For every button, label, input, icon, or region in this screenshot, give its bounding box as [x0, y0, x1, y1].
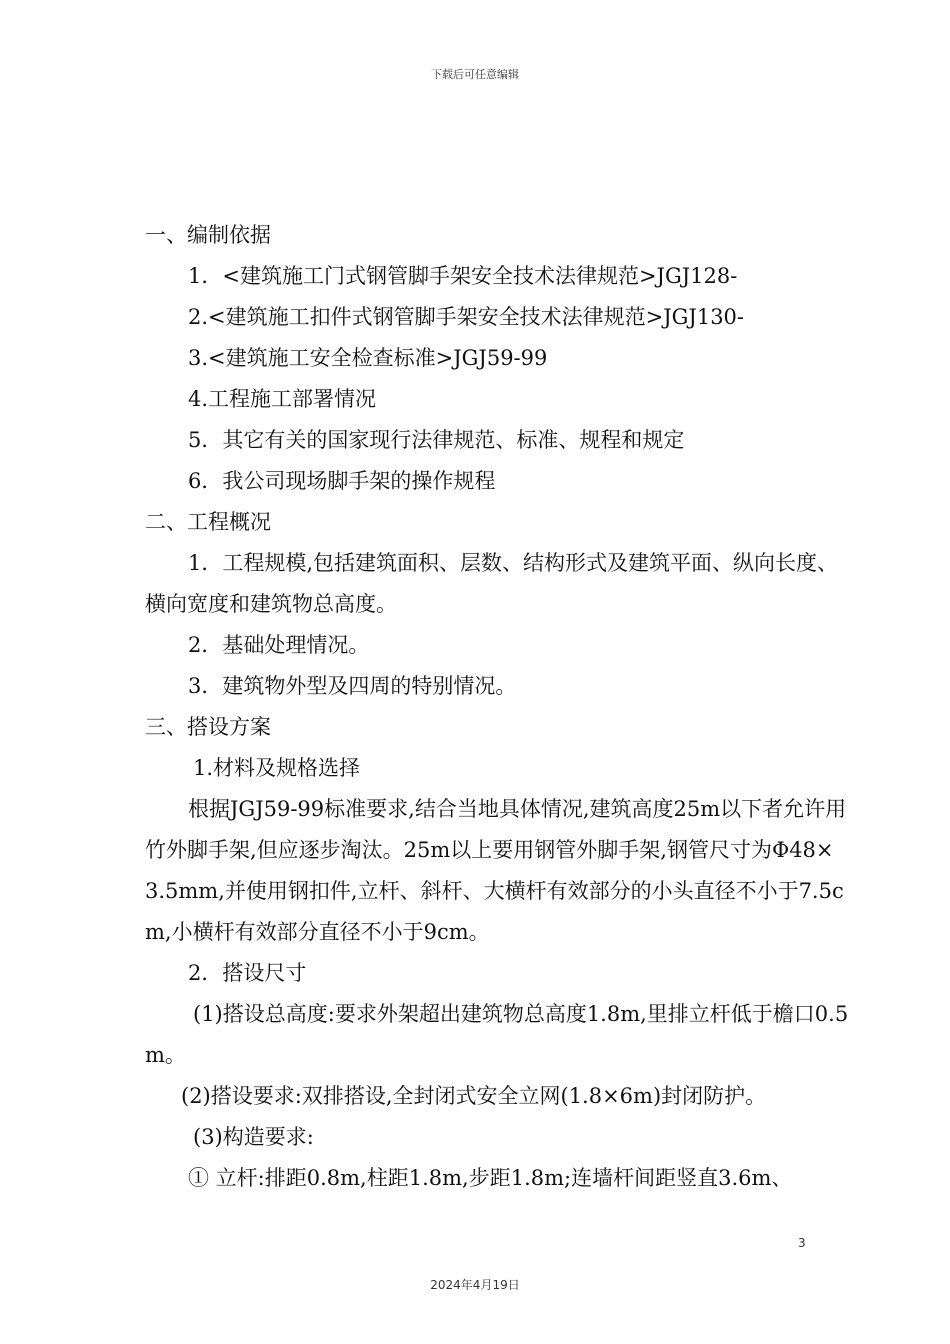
list-item: 3.<建筑施工安全检查标准>JGJ59-99 — [188, 346, 548, 370]
section-heading-plan: 三、搭设方案 — [145, 715, 271, 739]
section-heading-overview: 二、工程概况 — [145, 510, 271, 534]
list-item: (2)搭设要求:双排搭设,全封闭式安全立网(1.8×6m)封闭防护。 — [181, 1084, 767, 1108]
header-note: 下载后可任意编辑 — [431, 68, 519, 81]
footer-date: 2024年4月19日 — [430, 1278, 520, 1292]
section-heading-basis: 一、编制依据 — [145, 223, 271, 247]
subheading-dimensions: 2．搭设尺寸 — [188, 961, 307, 985]
list-item: (3)构造要求: — [193, 1125, 314, 1149]
list-item: 1．<建筑施工门式钢管脚手架安全技术法律规范>JGJ128- — [188, 264, 738, 288]
page-number: 3 — [798, 1236, 806, 1250]
subheading-materials: 1.材料及规格选择 — [193, 756, 361, 780]
document-body — [145, 215, 850, 1199]
list-item: ① 立杆:排距0.8m,柱距1.8m,步距1.8m;连墙杆间距竖直3.6m、 — [188, 1166, 793, 1190]
paragraph-materials: 根据JGJ59-99标准要求,结合当地具体情况,建筑高度25m以下者允许用竹外脚手架,但应逐步淘汰。25m以上要用钢管外脚手架,钢管尺寸为Φ48×3.5mm,并使用钢扣件,立杆、斜杆、大横杆有效部分的小头直径不小于7.5cm,小横杆有效部分直径不小于9cm。 — [145, 797, 847, 944]
list-item: 4.工程施工部署情况 — [188, 387, 377, 411]
list-item: 1．工程规模,包括建筑面积、层数、结构形式及建筑平面、纵向长度、横向宽度和建筑物总高度。 — [145, 551, 839, 616]
list-item: 2．基础处理情况。 — [188, 633, 370, 657]
list-item: 2.<建筑施工扣件式钢管脚手架安全技术法律规范>JGJ130- — [188, 305, 745, 329]
list-item: 6．我公司现场脚手架的操作规程 — [188, 469, 496, 493]
list-item: 5．其它有关的国家现行法律规范、标准、规程和规定 — [188, 428, 685, 452]
list-item: 3．建筑物外型及四周的特别情况。 — [188, 674, 517, 698]
list-item: (1)搭设总高度:要求外架超出建筑物总高度1.8m,里排立杆低于檐口0.5m。 — [145, 1002, 849, 1067]
